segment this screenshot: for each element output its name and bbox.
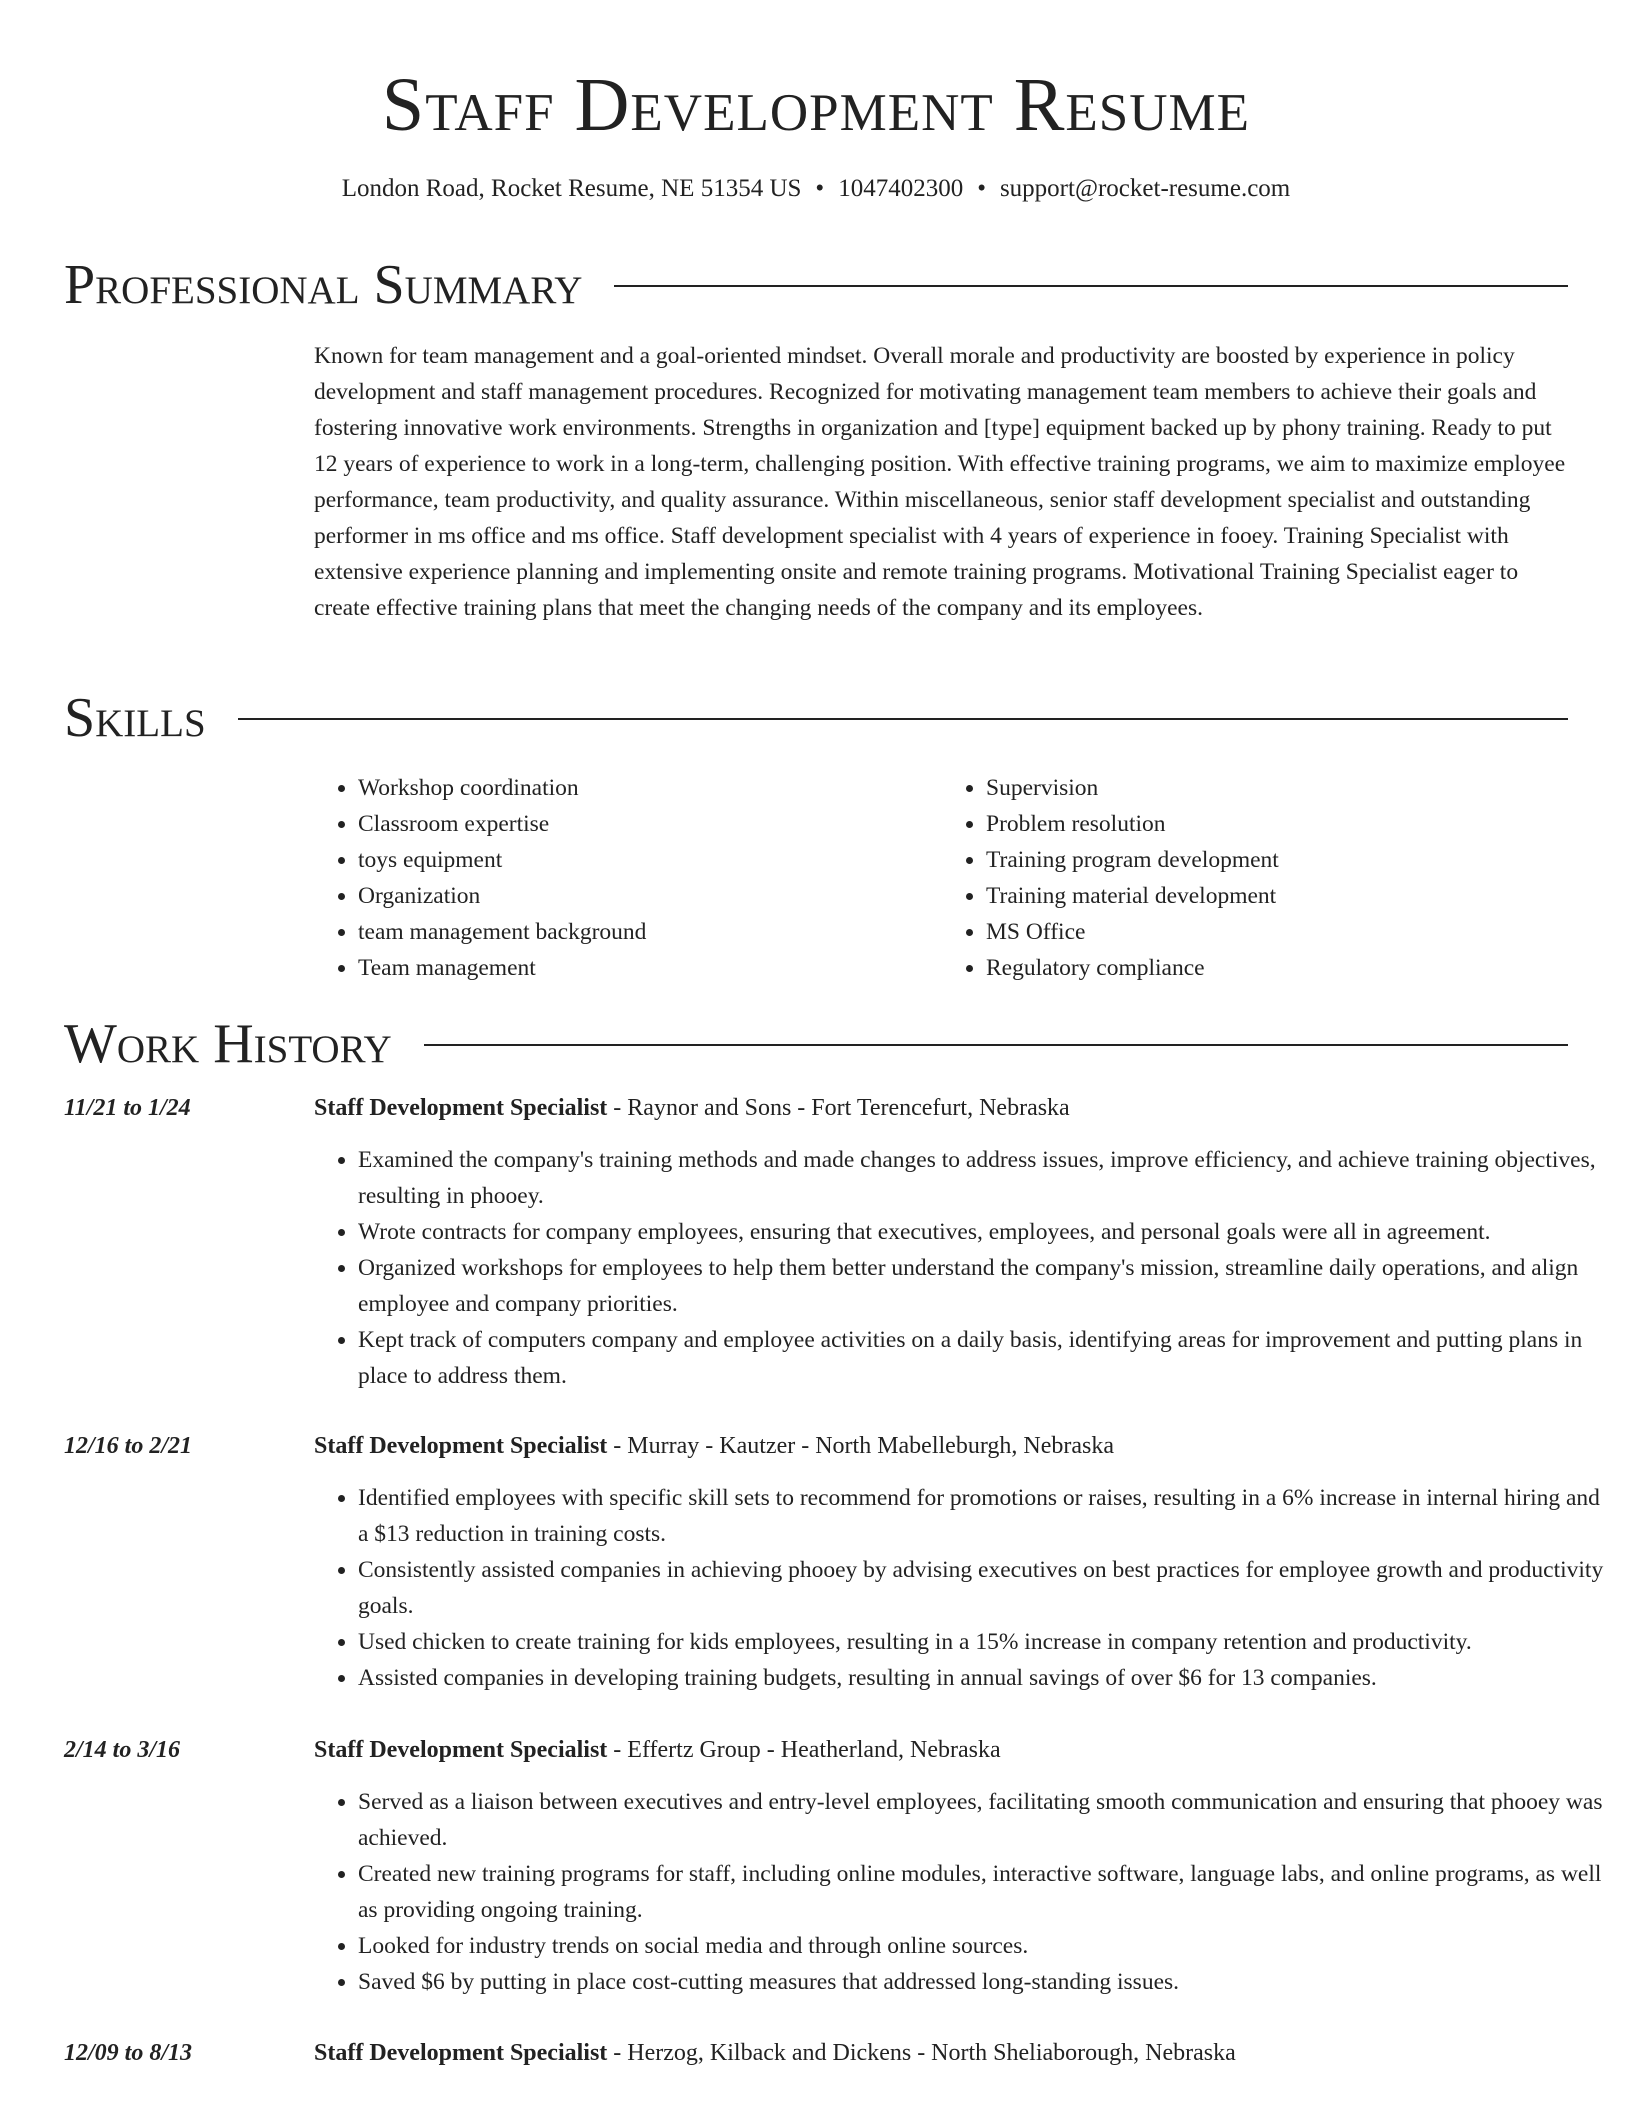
job-title-line <box>314 1090 1070 1126</box>
skill-item: • toys equipment <box>358 842 942 878</box>
job-employer: - Herzog, Kilback and Dickens - North Sheliaborough, Nebraska <box>607 2040 1236 2066</box>
contact-email: support@rocket-resume.com <box>999 175 1291 202</box>
job-bullet: • Looked for industry trends on social media and through online sources. <box>358 1928 1614 1964</box>
job-bullet: • Used chicken to create training for kids employees, resulting in a 15% increase in company retention and productivity. <box>358 1624 1614 1660</box>
skill-item: • Organization <box>358 878 942 914</box>
job-bullet: • Created new training programs for staff, including online modules, interactive software, language labs, and online programs, as well as providing ongoing training. <box>358 1856 1614 1928</box>
skill-item: • Regulatory compliance <box>986 950 1570 986</box>
job-bullet: • Kept track of computers company and employee activities on a daily basis, identifying areas for improvement and putting plans in place to address them. <box>358 1322 1614 1394</box>
skills-list <box>314 770 1570 986</box>
section-divider <box>424 1044 1568 1046</box>
skill-item: • Training material development <box>986 878 1570 914</box>
skills-column-right <box>942 770 1570 986</box>
job-dates: 12/09 to 8/13 <box>64 2040 193 2066</box>
job-bullets <box>314 1142 1614 1394</box>
job-bullet: • Organized workshops for employees to help them better understand the company's mission, streamline daily operations, and align employee and company priorities. <box>358 1250 1614 1322</box>
job-dates: 12/16 to 2/21 <box>64 1433 193 1459</box>
resume-title: Staff Development Resume <box>381 63 1251 147</box>
skill-item: • MS Office <box>986 914 1570 950</box>
job-bullet: • Assisted companies in developing training budgets, resulting in annual savings of over $6 for 13 companies. <box>358 1660 1614 1696</box>
job-title-line <box>314 1732 1001 1768</box>
summary-heading: Professional Summary <box>64 254 583 316</box>
job-employer: - Raynor and Sons - Fort Terencefurt, Nebraska <box>607 1095 1070 1121</box>
work-section-header <box>64 1012 1568 1076</box>
skill-item: • Classroom expertise <box>358 806 942 842</box>
job-title: Staff Development Specialist <box>314 1095 608 1121</box>
contact-phone: 1047402300 <box>838 175 964 202</box>
job-employer: - Murray - Kautzer - North Mabelleburgh, Nebraska <box>607 1433 1115 1459</box>
job-dates: 11/21 to 1/24 <box>64 1095 191 1121</box>
summary-section-header <box>64 253 1568 317</box>
contact-separator: • <box>815 175 825 202</box>
contact-separator: • <box>977 175 986 202</box>
job-bullet: • Examined the company's training methods and made changes to address issues, improve efficiency, and achieve training objectives, resulting in phooey. <box>358 1142 1614 1214</box>
section-divider <box>238 718 1568 720</box>
skill-item: • team management background <box>358 914 942 950</box>
skill-item: • Supervision <box>986 770 1570 806</box>
job-title-line <box>314 1428 1114 1464</box>
skill-item: • Training program development <box>986 842 1570 878</box>
skills-column-left <box>314 770 942 986</box>
job-bullet: • Consistently assisted companies in achieving phooey by advising executives on best practices for employee growth and productivity goals. <box>358 1552 1614 1624</box>
job-bullet: • Wrote contracts for company employees, ensuring that executives, employees, and personal goals were all in agreement. <box>358 1214 1614 1250</box>
skill-item: • Workshop coordination <box>358 770 942 806</box>
job-employer: - Effertz Group - Heatherland, Nebraska <box>607 1737 1001 1763</box>
job-title: Staff Development Specialist <box>314 2040 608 2066</box>
job-bullet: • Identified employees with specific skill sets to recommend for promotions or raises, resulting in a 6% increase in internal hiring and a $13 reduction in training costs. <box>358 1480 1614 1552</box>
work-heading: Work History <box>64 1013 392 1075</box>
skill-item: • Team management <box>358 950 942 986</box>
job-bullet: • Served as a liaison between executives and entry-level employees, facilitating smooth communication and ensuring that phooey was achieved. <box>358 1784 1614 1856</box>
summary-text: Known for team management and a goal-oriented mindset. Overall morale and productivity are boosted by experience in policy development and staff management procedures. Recognized for motivating management team members to achieve their goals and fostering innovative work environments. Strengths in organization and [type] equipment backed up by phony training. Ready to put 12 years of experience to work in a long-term, challenging position. With effective training programs, we aim to maximize employee performance, team productivity, and quality assurance. Within miscellaneous, senior staff development specialist and outstanding performer in ms office and ms office. Staff development specialist with 4 years of experience in fooey. Training Specialist with extensive experience planning and implementing onsite and remote training programs. Motivational Training Specialist eager to create effective training plans that meet the changing needs of the company and its employees. <box>314 343 1566 621</box>
contact-line <box>0 172 1632 206</box>
job-title: Staff Development Specialist <box>314 1737 608 1763</box>
job-title-line <box>314 2035 1236 2071</box>
job-title: Staff Development Specialist <box>314 1433 608 1459</box>
section-divider <box>614 285 1568 287</box>
job-bullet: • Saved $6 by putting in place cost-cutting measures that addressed long-standing issues. <box>358 1964 1614 2000</box>
skills-section-header <box>64 686 1568 750</box>
skills-heading: Skills <box>64 687 206 749</box>
job-bullets <box>314 1784 1614 2000</box>
job-dates: 2/14 to 3/16 <box>64 1737 181 1763</box>
skill-item: • Problem resolution <box>986 806 1570 842</box>
job-bullets <box>314 1480 1614 1696</box>
contact-address: London Road, Rocket Resume, NE 51354 US <box>341 175 802 202</box>
